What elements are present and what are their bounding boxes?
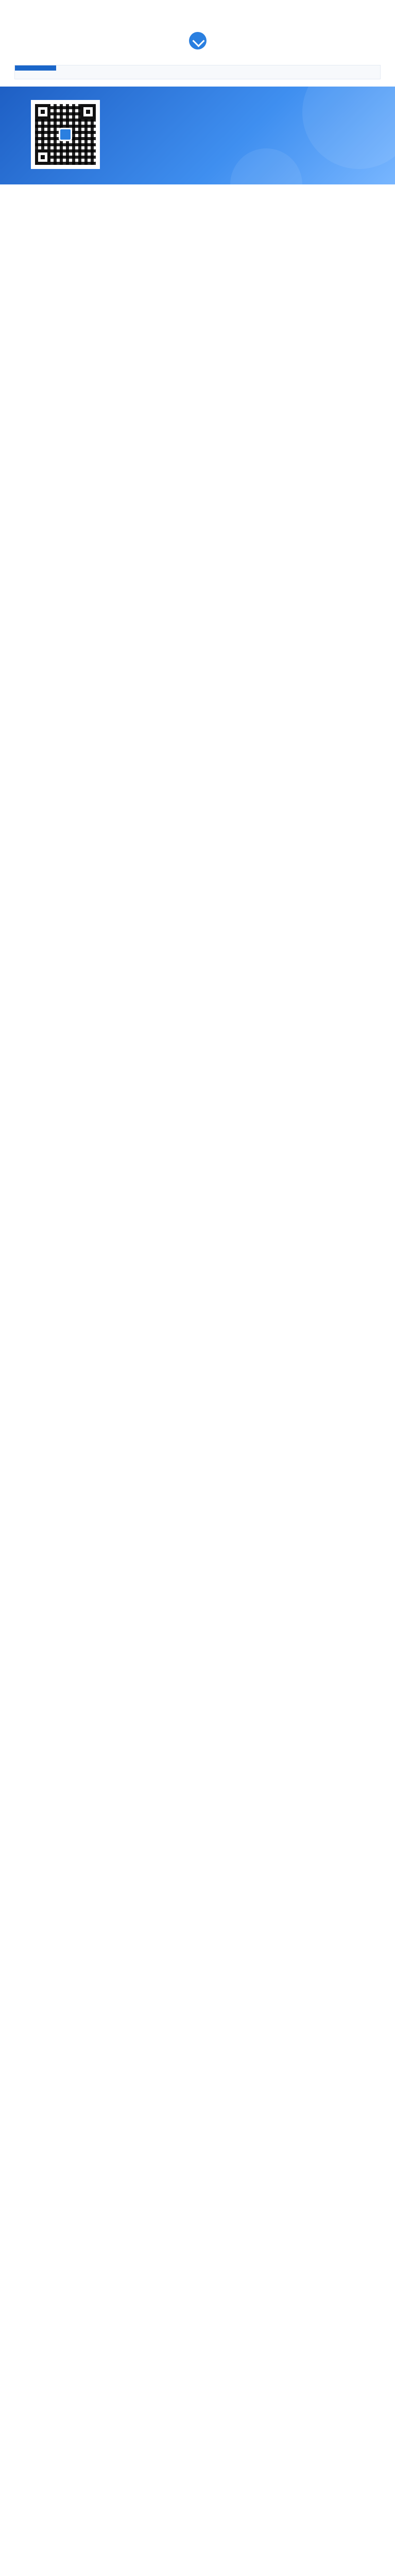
qr-finder	[80, 104, 96, 120]
qr-finder	[35, 149, 50, 165]
brand-area	[0, 20, 395, 65]
qr-pattern	[35, 104, 96, 165]
qr-logo-icon	[59, 128, 72, 141]
article-body	[0, 0, 395, 20]
decor-circle	[230, 148, 302, 184]
qr-code[interactable]	[31, 100, 100, 169]
statement-text	[15, 71, 380, 79]
statement-box	[14, 65, 381, 79]
article-page	[0, 0, 395, 184]
decor-circle	[302, 87, 395, 169]
qr-finder	[35, 104, 50, 120]
qr-banner	[0, 87, 395, 184]
footer	[0, 20, 395, 184]
brand-shield-icon	[189, 32, 207, 49]
statement-heading	[15, 65, 56, 71]
